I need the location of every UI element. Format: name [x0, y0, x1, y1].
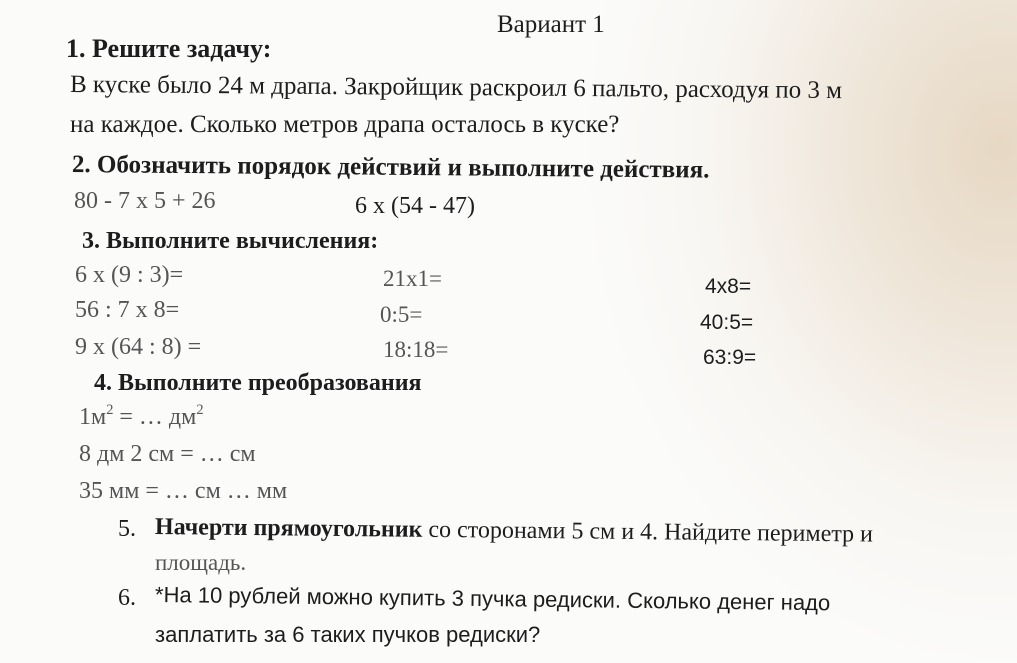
- task4-line1-sup2: 2: [196, 402, 204, 418]
- task4-line3: 35 мм = … см … мм: [79, 478, 288, 504]
- task5-line1: [155, 515, 873, 547]
- task3-col1-row3: 9 x (64 : 8) =: [75, 334, 202, 360]
- task4-line1-part1: 1м: [79, 404, 107, 430]
- task4-heading: 4. Выполните преобразования: [94, 370, 422, 396]
- task6-line1: *На 10 рублей можно купить 3 пучка редиски. Сколько денег надо: [154, 582, 831, 616]
- task5-line2: площадь.: [155, 550, 247, 575]
- task5-bold-phrase: Начерти прямоугольник: [154, 514, 423, 543]
- task3-heading: 3. Выполните вычисления:: [82, 228, 379, 254]
- task3-col2-row3: 18:18=: [383, 337, 449, 362]
- task6-line2: заплатить за 6 таких пучков редиски?: [155, 622, 541, 647]
- task4-line1-sup1: 2: [106, 402, 114, 418]
- task5-number: 5.: [118, 516, 136, 542]
- task4-line1-part2: = … дм: [113, 404, 197, 430]
- task3-col3-row1: 4x8=: [705, 275, 752, 298]
- task4-line2: 8 дм 2 см = … см: [79, 441, 256, 467]
- task3-col2-row1: 21x1=: [383, 266, 442, 291]
- task2-heading: 2. Обозначить порядок действий и выполните действия.: [71, 151, 710, 184]
- task5-rest: со сторонами 5 см и 4. Найдите периметр и: [422, 516, 874, 548]
- task2-expression-2: 6 x (54 - 47): [355, 193, 475, 219]
- task1-text-line2: на каждое. Сколько метров драпа осталось в куске?: [70, 111, 620, 138]
- task1-text-line1: В куске было 24 м драпа. Закройщик раскроил 6 пальто, расходуя по 3 м: [69, 71, 843, 105]
- task2-expression-1: 80 - 7 x 5 + 26: [74, 188, 216, 214]
- task3-col3-row2: 40:5=: [700, 311, 754, 334]
- task4-line1: [79, 402, 204, 430]
- variant-title: Вариант 1: [497, 11, 605, 38]
- task3-col3-row3: 63:9=: [703, 346, 757, 369]
- task3-col2-row2: 0:5=: [380, 302, 423, 327]
- task6-number: 6.: [118, 585, 136, 611]
- task1-heading: 1. Решите задачу:: [66, 34, 272, 63]
- task3-col1-row1: 6 x (9 : 3)=: [75, 262, 184, 288]
- task3-col1-row2: 56 : 7 x 8=: [75, 297, 180, 323]
